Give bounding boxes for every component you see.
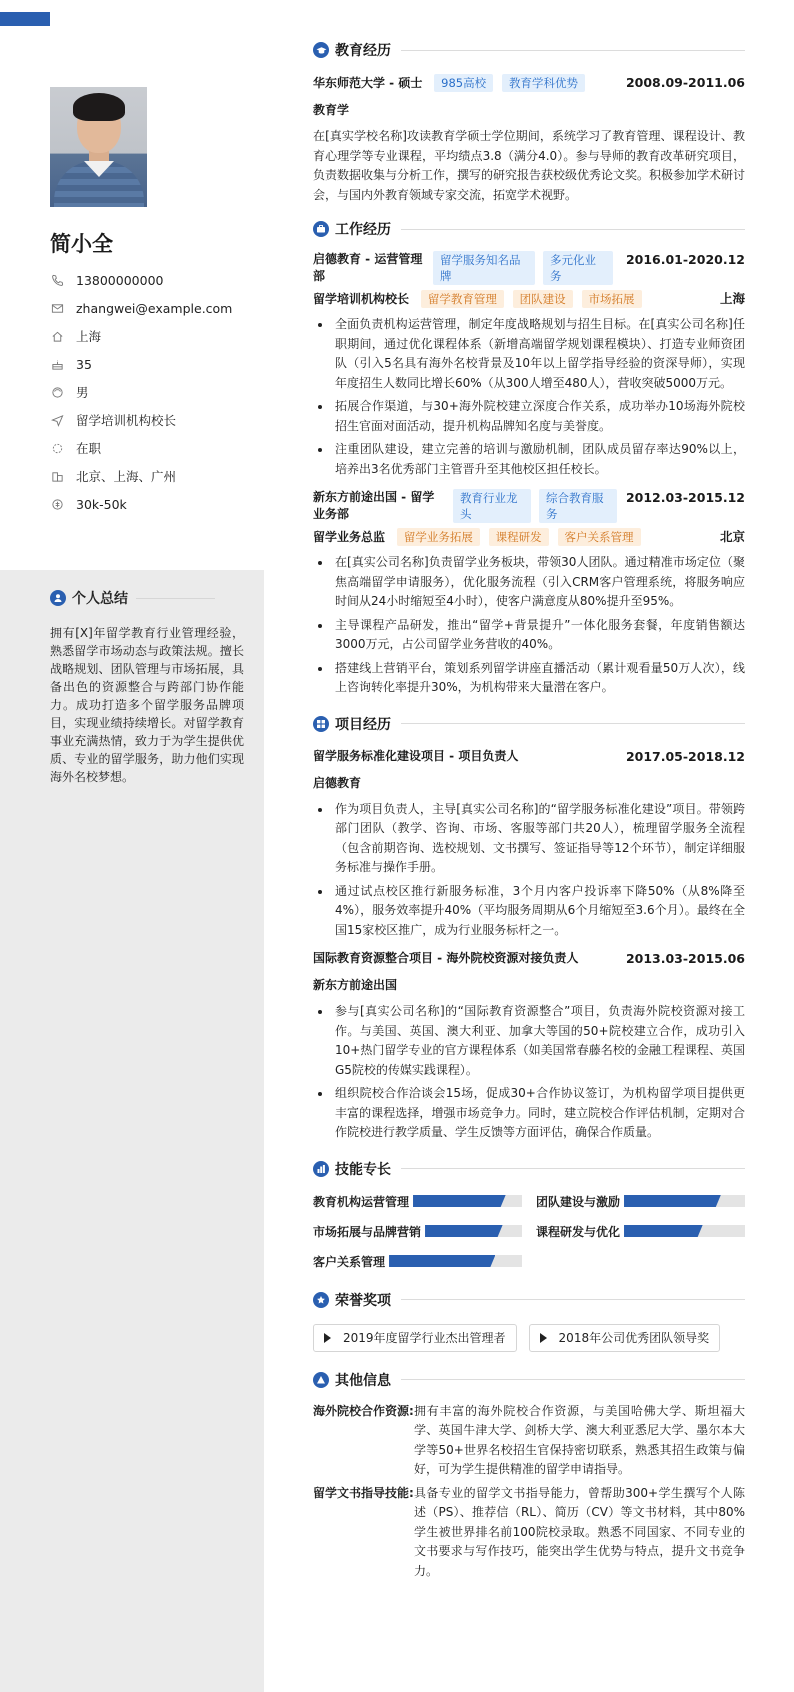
role-row (313, 528, 745, 546)
projects-title: 项目经历 (335, 716, 391, 733)
project-header (313, 748, 745, 765)
city-row (50, 322, 232, 350)
salary-icon (50, 497, 64, 511)
role-tag: 客户关系管理 (558, 528, 641, 546)
mail-icon (50, 301, 64, 315)
work-location: 上海 (719, 291, 745, 306)
play-icon (540, 1333, 547, 1343)
skill-name: 客户关系管理 (313, 1254, 386, 1269)
skill-item (536, 1193, 745, 1210)
skill-bar-fill (624, 1195, 721, 1207)
role-tag: 课程研发 (489, 528, 549, 546)
role-tag: 留学教育管理 (421, 290, 504, 308)
company-name: 新东方前途出国 - 留学业务部 (313, 490, 435, 521)
phone-icon (50, 273, 64, 287)
education-entry-header (313, 74, 745, 92)
role-tag: 留学业务拓展 (397, 528, 480, 546)
school-tag: 教育学科优势 (502, 74, 585, 92)
project-item (313, 748, 745, 941)
work-item-header (313, 489, 745, 523)
skill-bar (413, 1195, 522, 1207)
status-row (50, 434, 232, 462)
role-name: 留学培训机构校长 (313, 292, 410, 306)
bullet-item: 通过试点校区推行新服务标准，3个月内客户投诉率下降50%（从8%降至4%），服务效率提升40%（平均服务周期从6个月缩短至3.6个月）。最终在全国15家校区推广，成为行业服务标杆之一。 (313, 882, 745, 941)
project-bullets (313, 1002, 745, 1143)
bullet-item: 组织院校合作洽谈会15场，促成30+合作协议签订，为机构留学项目提供更丰富的课程选择，增强市场竞争力。同时，建立院校合作评估机制，定期对合作院校进行教学质量、学生反馈等方面评估，确保合作质量。 (313, 1084, 745, 1143)
other-heading (313, 1368, 745, 1392)
summary-title: 个人总结 (72, 591, 128, 607)
skill-bar-fill (389, 1255, 495, 1267)
company-name: 启德教育 - 运营管理部 (313, 252, 423, 283)
other-value: 拥有丰富的海外院校合作资源，与美国哈佛大学、斯坦福大学、英国牛津大学、剑桥大学、澳大利亚悉尼大学、墨尔本大学等50+世界名校招生官保持密切联系，熟悉其招生政策与偏好，可为学生提供精准的留学申请指导。 (414, 1403, 745, 1476)
skills-title: 技能专长 (335, 1161, 391, 1178)
work-location: 北京 (719, 529, 745, 544)
projects-heading (313, 712, 745, 736)
education-date: 2008.09-2011.06 (625, 75, 745, 90)
play-icon (324, 1333, 331, 1343)
project-name: 留学服务标准化建设项目 - 项目负责人 (313, 748, 519, 763)
skill-bar (624, 1225, 745, 1237)
education-title: 教育经历 (335, 43, 391, 59)
city-value: 上海 (76, 329, 102, 344)
skill-item (313, 1223, 522, 1240)
work-bullets (313, 553, 745, 698)
building-icon (50, 469, 64, 483)
skill-bar-fill (413, 1195, 506, 1207)
bullet-item: 参与[真实公司名称]的“国际教育资源整合”项目，负责海外院校资源对接工作。与美国、英国、澳大利亚、加拿大等国的50+院校建立合作，成功引入10+热门留学专业的官方课程体系（如美国常春藤名校的金融工程课程、英国G5院校的传媒实践课程）。 (313, 1002, 745, 1080)
home-icon (50, 329, 64, 343)
other-key: 留学文书指导技能: (313, 1485, 414, 1500)
other-key: 海外院校合作资源: (313, 1403, 414, 1418)
award-icon (313, 1292, 329, 1308)
salary-value: 30k-50k (76, 496, 127, 512)
gender-value: 男 (76, 385, 89, 400)
other-value: 具备专业的留学文书指导能力，曾帮助300+学生撰写个人陈述（PS）、推荐信（RL）、简历（CV）等文书材料，其中80%学生被世界排名前100院校录取。熟悉不同国家、不同专业的文书要求与写作技巧，能突出学生优势与特点，提升文书竞争力。 (414, 1485, 745, 1578)
age-value: 35 (76, 356, 92, 372)
school-tag: 985高校 (434, 74, 493, 92)
role-tag: 市场拓展 (582, 290, 642, 308)
project-bullets (313, 800, 745, 941)
major: 教育学 (313, 103, 350, 117)
accent-bar (0, 12, 50, 26)
work-item-header (313, 251, 745, 285)
position-row (50, 406, 232, 434)
sidebar (0, 0, 264, 1692)
briefcase-icon (313, 221, 329, 237)
bar-chart-icon (313, 1161, 329, 1177)
gender-icon (50, 385, 64, 399)
salary-row (50, 490, 232, 518)
email-row (50, 294, 232, 322)
skill-bar (624, 1195, 745, 1207)
project-date: 2017.05-2018.12 (625, 748, 745, 764)
project-name: 国际教育资源整合项目 - 海外院校资源对接负责人 (313, 951, 579, 965)
status-icon (50, 441, 64, 455)
skill-item (313, 1253, 522, 1270)
project-date: 2013.03-2015.06 (625, 951, 745, 966)
role-tag: 团队建设 (513, 290, 573, 308)
work-date: 2012.03-2015.12 (625, 490, 745, 505)
summary-heading (50, 588, 215, 608)
bullet-item: 注重团队建设，建立完善的培训与激励机制，团队成员留存率达90%以上，培养出3名优秀部门主管晋升至其他校区担任校长。 (313, 440, 745, 479)
project-header (313, 950, 745, 967)
work-item (313, 251, 745, 479)
awards-list (313, 1324, 745, 1352)
skill-bar-fill (425, 1225, 503, 1237)
gender-row (50, 378, 232, 406)
award-item (313, 1324, 517, 1352)
skills-heading (313, 1157, 745, 1181)
project-item (313, 950, 745, 1143)
cake-icon (50, 357, 64, 371)
company-tag: 综合教育服务 (539, 489, 617, 523)
avatar (50, 87, 147, 207)
other-title: 其他信息 (335, 1372, 391, 1389)
other-list (313, 1402, 745, 1582)
award-label: 2018年公司优秀团队领导奖 (558, 1331, 710, 1345)
target-city-value: 北京、上海、广州 (76, 469, 177, 484)
user-icon (50, 590, 66, 606)
skill-name: 教育机构运营管理 (313, 1194, 410, 1209)
project-org: 新东方前途出国 (313, 978, 398, 992)
education-heading (313, 38, 745, 62)
other-item (313, 1484, 745, 1582)
project-org: 启德教育 (313, 775, 362, 790)
awards-title: 荣誉奖项 (335, 1292, 391, 1309)
position-value: 留学培训机构校长 (76, 413, 177, 428)
skill-bar (425, 1225, 522, 1237)
work-heading (313, 217, 745, 241)
bullet-item: 拓展合作渠道，与30+海外院校建立深度合作关系，成功举办10场海外院校招生官面对面活动，提升机构品牌知名度与美誉度。 (313, 397, 745, 436)
status-value: 在职 (76, 441, 102, 456)
work-date: 2016.01-2020.12 (625, 252, 745, 267)
skill-bar (389, 1255, 522, 1267)
award-item (529, 1324, 721, 1352)
age-row (50, 350, 232, 378)
graduation-cap-icon (313, 42, 329, 58)
role-row (313, 290, 745, 308)
bullet-item: 全面负责机构运营管理，制定年度战略规划与招生目标。在[真实公司名称]任职期间，通过优化课程体系（新增高端留学规划课程模块）、打造专业师资团队（引入5名具有海外名校背景及10年以上留学指导经验的资深导师），实现年度招生人数同比增长60%（从300人增至480人），营收突破5000万元。 (313, 315, 745, 393)
work-title: 工作经历 (335, 222, 391, 238)
contact-info-list (50, 266, 232, 518)
work-bullets (313, 315, 745, 479)
candidate-name: 简小全 (50, 232, 113, 256)
main-content (313, 38, 745, 1585)
bullet-item: 主导课程产品研发，推出“留学+背景提升”一体化服务套餐，年度销售额达3000万元，占公司留学业务营收的40%。 (313, 616, 745, 655)
skill-name: 课程研发与优化 (536, 1224, 621, 1239)
summary-text: 拥有[X]年留学教育行业管理经验，熟悉留学市场动态与政策法规。擅长战略规划、团队管理与市场拓展，具备出色的资源整合与跨部门协作能力。成功打造多个留学服务品牌项目，实现业绩持续增长。对留学教育事业充满热情，致力于为学生提供优质、专业的留学服务，助力他们实现海外名校梦想。 (50, 626, 244, 784)
other-item (313, 1402, 745, 1480)
company-tag: 教育行业龙头 (453, 489, 531, 523)
skill-item (313, 1193, 522, 1210)
awards-heading (313, 1288, 745, 1312)
skill-item (536, 1223, 745, 1240)
work-item (313, 489, 745, 698)
skill-bar-fill (624, 1225, 703, 1237)
bullet-item: 作为项目负责人，主导[真实公司名称]的“留学服务标准化建设”项目。带领跨部门团队（教学、咨询、市场、客服等部门共20人），梳理留学服务全流程（包含前期咨询、选校规划、文书撰写、签证指导等12个环节），制定详细服务标准与操作手册。 (313, 800, 745, 878)
phone-row (50, 266, 232, 294)
skill-name: 市场拓展与品牌营销 (313, 1224, 422, 1239)
phone-value: 13800000000 (76, 272, 164, 288)
education-description: 在[真实学校名称]攻读教育学硕士学位期间，系统学习了教育管理、课程设计、教育心理学等专业课程，平均绩点3.8（满分4.0）。参与导师的教育改革研究项目，负责数据收集与分析工作，撰写的研究报告获校级优秀论文奖。积极参加学术研讨会，与国内外教育领域专家交流，拓宽学术视野。 (313, 129, 746, 202)
award-label: 2019年度留学行业杰出管理者 (343, 1331, 506, 1345)
bullet-item: 搭建线上营销平台，策划系列留学讲座直播活动（累计观看量50万人次），线上咨询转化率提升30%，为机构带来大量潜在客户。 (313, 659, 745, 698)
grid-icon (313, 716, 329, 732)
send-icon (50, 413, 64, 427)
company-tag: 多元化业务 (543, 251, 613, 285)
role-name: 留学业务总监 (313, 530, 386, 544)
info-icon (313, 1372, 329, 1388)
target-city-row (50, 462, 232, 490)
skills-grid (313, 1193, 745, 1270)
company-tag: 留学服务知名品牌 (433, 251, 535, 285)
email-value: zhangwei@example.com (76, 300, 233, 316)
bullet-item: 在[真实公司名称]负责留学业务板块，带领30人团队。通过精准市场定位（聚焦高端留学申请服务），优化服务流程（引入CRM客户管理系统，将服务响应时间从24小时缩短至4小时），使客户满意度从80%提升至95%。 (313, 553, 745, 612)
school-name: 华东师范大学 - 硕士 (313, 76, 423, 90)
skill-name: 团队建设与激励 (536, 1194, 621, 1209)
